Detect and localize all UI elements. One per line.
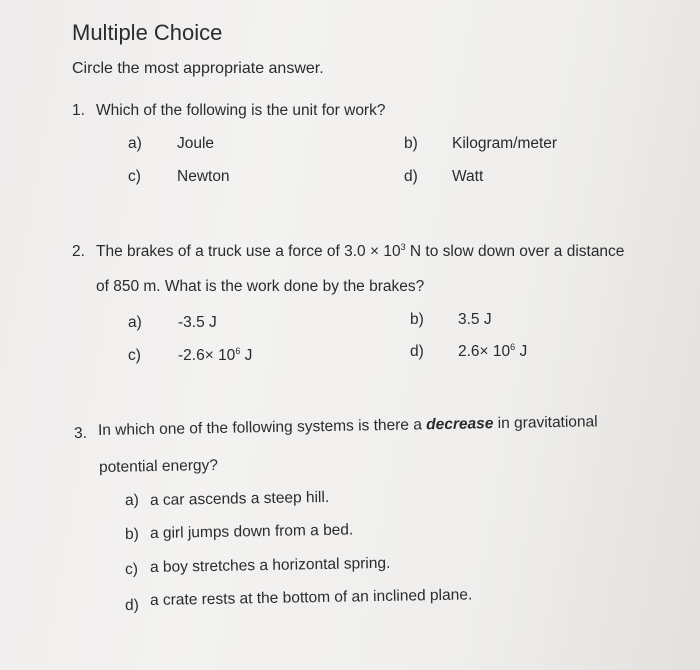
option-letter: b) (124, 525, 139, 543)
option-text[interactable] (178, 347, 252, 365)
option-text-post: J (240, 347, 253, 364)
question-text-line-1 (96, 243, 624, 261)
option-letter: b) (410, 311, 424, 328)
option-text[interactable]: 3.5 J (458, 311, 492, 328)
exponent: 3 (400, 242, 406, 252)
option-letter: a) (128, 314, 142, 331)
exponent: 6 (235, 346, 241, 356)
option-text-pre: 2.6× 10 (458, 343, 511, 360)
emphasized-word: decrease (426, 415, 494, 434)
option-letter: a) (128, 135, 142, 152)
instruction-text: Circle the most appropriate answer. (72, 60, 324, 77)
option-letter: c) (124, 560, 139, 578)
option-text[interactable]: Watt (452, 168, 484, 185)
question-text-pre: In which one of the following systems is there a (97, 416, 427, 439)
option-letter: b) (404, 135, 418, 152)
option-text[interactable]: Joule (177, 135, 215, 152)
question-text-line-2: potential energy? (98, 456, 219, 476)
option-letter: a) (124, 491, 139, 509)
option-text[interactable]: -3.5 J (178, 314, 217, 331)
option-text[interactable]: Newton (177, 168, 230, 185)
option-text-pre: -2.6× 10 (178, 347, 236, 364)
question-text: Which of the following is the unit for work? (96, 102, 386, 119)
option-text[interactable] (458, 343, 527, 361)
option-text[interactable]: a girl jumps down from a bed. (149, 521, 354, 542)
question-text-post: N to slow down over a distance (405, 243, 625, 260)
option-text-post: J (515, 343, 528, 360)
option-text[interactable]: a boy stretches a horizontal spring. (149, 554, 391, 576)
option-text[interactable]: a car ascends a steep hill. (149, 488, 330, 509)
question-number: 2. (72, 243, 85, 260)
option-letter: d) (410, 343, 424, 360)
question-text-pre: The brakes of a truck use a force of 3.0 × 10 (96, 243, 401, 260)
page-title: Multiple Choice (72, 20, 223, 45)
option-letter: c) (128, 347, 141, 364)
option-letter: d) (404, 168, 418, 185)
option-text[interactable]: a crate rests at the bottom of an inclined plane. (149, 586, 473, 609)
option-letter: c) (128, 168, 141, 185)
question-number: 3. (73, 424, 88, 442)
option-letter: d) (124, 596, 139, 614)
exponent: 6 (510, 342, 516, 352)
question-text-line-2: of 850 m. What is the work done by the brakes? (96, 278, 425, 295)
option-text[interactable]: Kilogram/meter (452, 135, 558, 152)
question-number: 1. (72, 102, 85, 119)
question-text-post: in gravitational (493, 413, 598, 433)
question-text-line-1 (98, 413, 598, 440)
